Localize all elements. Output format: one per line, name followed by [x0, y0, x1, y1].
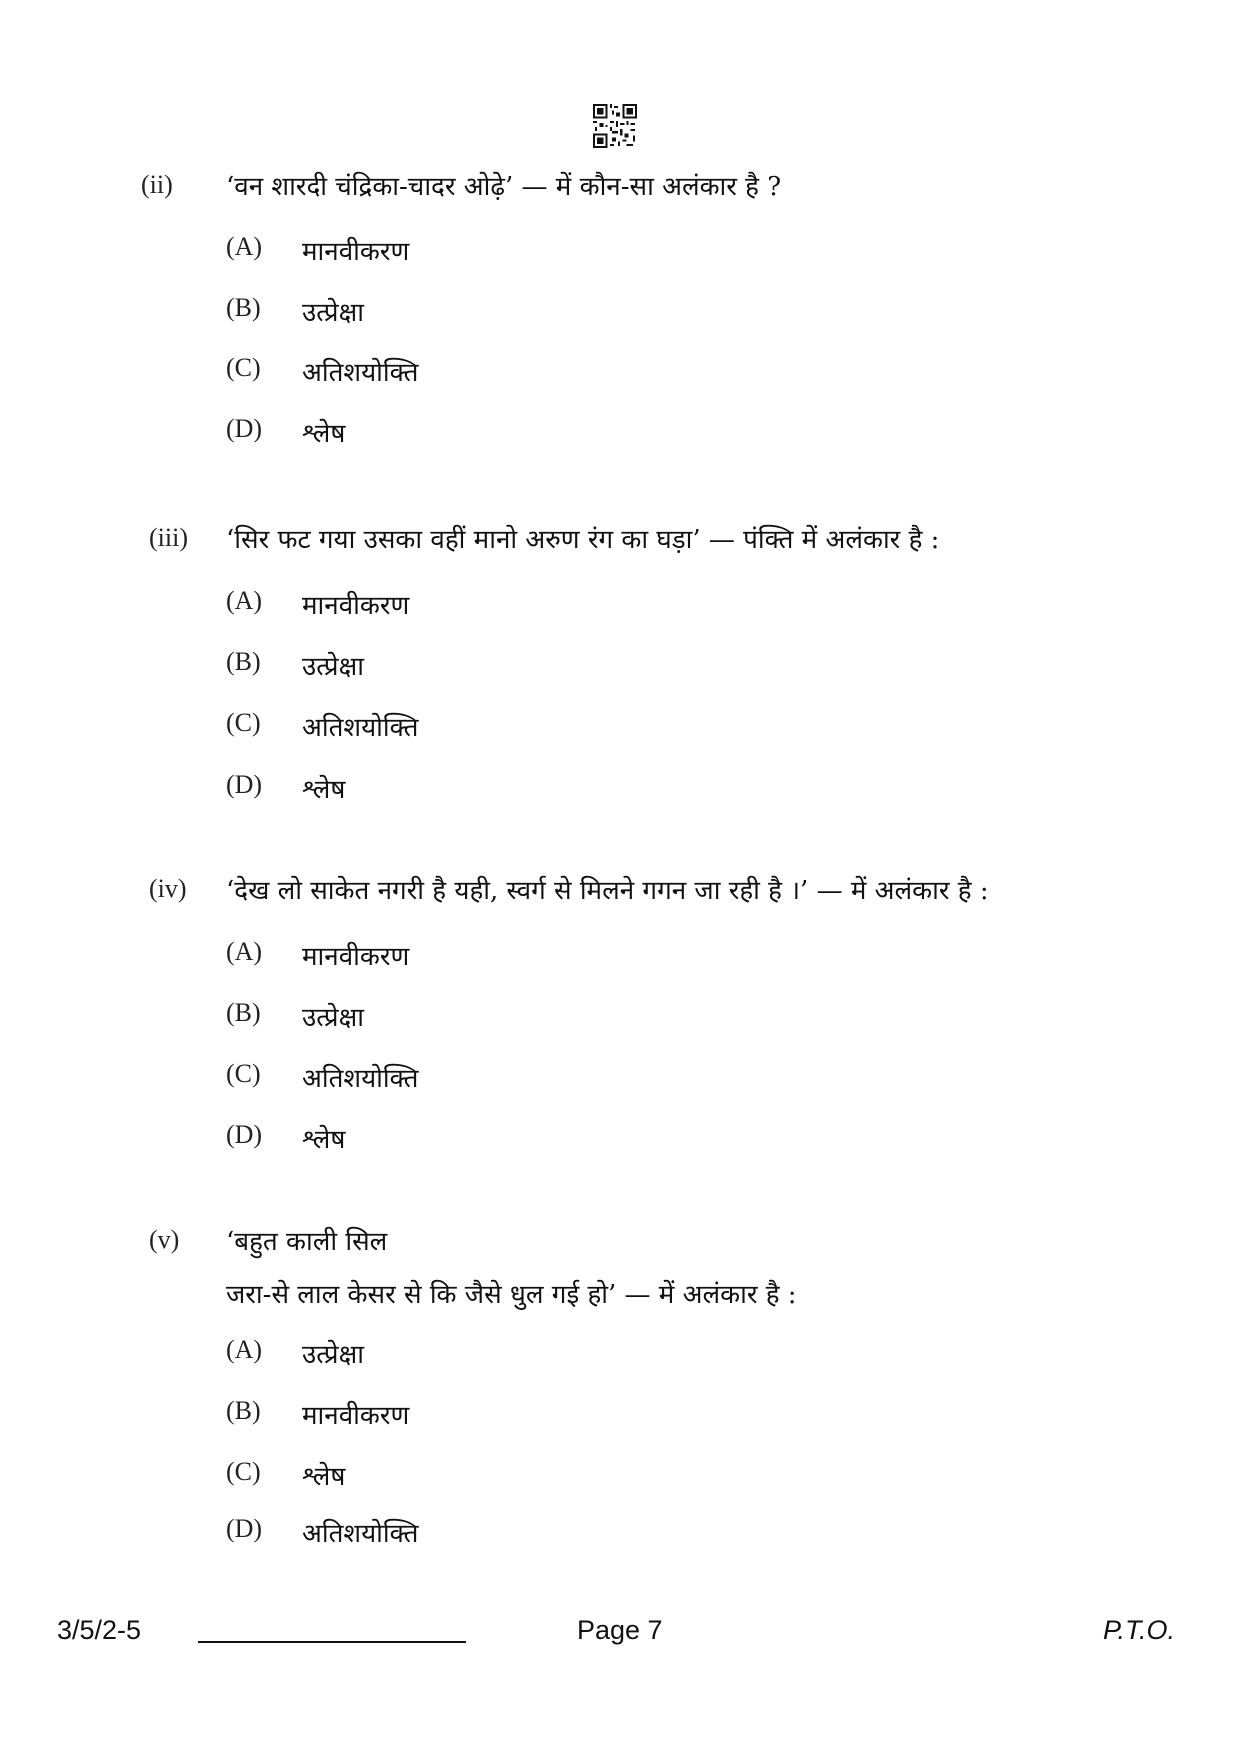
- qr-code-icon: [593, 104, 637, 148]
- question-number: (v): [149, 1225, 180, 1254]
- option-text: श्लेष: [302, 775, 346, 805]
- option-letter: (B): [226, 1396, 261, 1425]
- option-text: मानवीकरण: [302, 591, 410, 621]
- option-text: मानवीकरण: [302, 1401, 410, 1431]
- option-letter: (C): [226, 1059, 261, 1088]
- option-letter: (A): [226, 937, 263, 966]
- option-text: श्लेष: [302, 1125, 346, 1155]
- option-text: मानवीकरण: [302, 237, 410, 267]
- option-letter: (A): [226, 1335, 263, 1364]
- option-letter: (D): [226, 1120, 263, 1149]
- option-text: अतिशयोक्ति: [302, 713, 419, 743]
- option-text: उत्प्रेक्षा: [302, 1340, 364, 1370]
- option-letter: (B): [226, 293, 261, 322]
- pto-label: P.T.O.: [1103, 1615, 1176, 1645]
- question-text-line-1: ‘बहुत काली सिल: [226, 1227, 388, 1257]
- option-text: अतिशयोक्ति: [302, 358, 419, 388]
- question-text: ‘देख लो साकेत नगरी है यही, स्वर्ग से मिलने गगन जा रही है ।’ — में अलंकार है :: [226, 876, 989, 906]
- option-letter: (A): [226, 232, 263, 261]
- option-text: उत्प्रेक्षा: [302, 298, 364, 328]
- option-letter: (C): [226, 1457, 261, 1486]
- question-text-line-2: जरा-से लाल केसर से कि जैसे धुल गई हो’ — में अलंकार है :: [226, 1280, 797, 1310]
- option-letter: (D): [226, 414, 263, 443]
- option-letter: (B): [226, 647, 261, 676]
- option-text: उत्प्रेक्षा: [302, 652, 364, 682]
- question-number: (iii): [149, 523, 188, 552]
- option-letter: (B): [226, 998, 261, 1027]
- option-letter: (D): [226, 1514, 263, 1543]
- option-text: उत्प्रेक्षा: [302, 1003, 364, 1033]
- option-letter: (C): [226, 708, 261, 737]
- option-text: श्लेष: [302, 419, 346, 449]
- option-text: अतिशयोक्ति: [302, 1519, 419, 1549]
- question-text: ‘सिर फट गया उसका वहीं मानो अरुण रंग का घड़ा’ — पंक्ति में अलंकार है :: [226, 525, 940, 555]
- question-text: ‘वन शारदी चंद्रिका-चादर ओढ़े’ — में कौन-सा अलंकार है ?: [226, 172, 782, 202]
- option-letter: (A): [226, 586, 263, 615]
- footer-divider: [198, 1641, 466, 1643]
- option-letter: (D): [226, 770, 263, 799]
- option-text: मानवीकरण: [302, 942, 410, 972]
- option-letter: (C): [226, 353, 261, 382]
- question-number: (ii): [141, 170, 173, 199]
- question-number: (iv): [149, 874, 187, 903]
- option-text: अतिशयोक्ति: [302, 1064, 419, 1094]
- paper-code: 3/5/2-5: [57, 1615, 142, 1645]
- option-text: श्लेष: [302, 1462, 346, 1492]
- page-number: Page 7: [577, 1615, 663, 1645]
